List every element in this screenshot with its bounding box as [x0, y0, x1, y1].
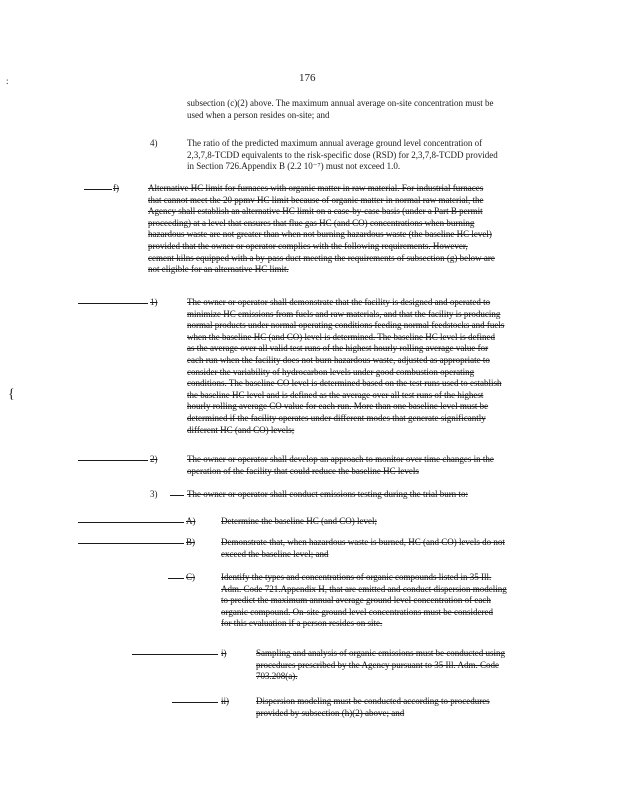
item-f2-label: 2): [150, 454, 158, 464]
item-b-text: Demonstrate that, when hazardous waste is burned, HC (and CO) levels do not exceed the baseline level; and: [221, 537, 505, 559]
item-f1-label: 1): [150, 297, 158, 307]
deletion-rule: [78, 543, 184, 544]
item-c-label: C): [186, 572, 195, 582]
item-c-text: Identify the types and concentrations of organic compounds listed in 35 Ill. Adm. Code 721.Appendix H, that are emitted and conduct dispersion modeling to predict the maximum annual average ground level concentration of each organic compound. On-site ground level concentrations must be considered for this evaluation if a person resides on site.: [221, 572, 507, 629]
item-cii-text: Dispersion modeling must be conducted according to procedures provided by subsection (h)(2) above; and: [256, 696, 490, 718]
item-4-label: 4): [150, 138, 158, 148]
item-ci-label: i): [221, 648, 227, 658]
section-f-text: Alternative HC limit for furnaces with organic matter in raw material. For industrial furnaces that cannot meet the 20 ppmv HC limit because of organic matter in normal raw material, the Agency shall establish an alternative HC limit on a case-by-case basis (under a Part B permit proceeding) at a level that ensures that flue gas HC (and CO) concentrations when burning hazardous waste are not greater than when not burning hazardous waste (the baseline HC level) provided that the owner or operator complies with the following requirements. However, cement kilns equipped with a by-pass duct meeting the requirements of subsection (g) below are not eligible for an alternative HC limit.: [148, 183, 495, 275]
deletion-rule: [84, 189, 112, 190]
item-a-text: Determine the baseline HC (and CO) level;: [221, 516, 377, 526]
item-f1-text: The owner or operator shall demonstrate that the facility is designed and operated to minimize HC emissions from fuels and raw materials, and that the facility is producing normal products under normal operating conditions feeding normal feedstocks and fuels when the baseline HC (and CO) level is determined. The baseline HC level is defined as the average over all valid test runs of the highest hourly rolling average value for each run when the facility does not burn hazardous waste, adjusted as appropriate to consider the variability of hydrocarbon levels under good combustion operating conditions. The baseline CO level is determined based on the test runs used to establish the baseline HC level and is defined as the average over all test runs of the highest hourly rolling average CO value for each run. More than one baseline level must be determined if the facility operates under different modes that generate significantly different HC (and CO) levels;: [187, 297, 505, 435]
page-number: 176: [299, 72, 316, 84]
margin-brace-mark: {: [8, 387, 15, 402]
deletion-rule: [78, 522, 184, 523]
item-f3-label: 3): [150, 489, 158, 499]
deletion-rule: [170, 495, 184, 496]
deletion-rule: [78, 460, 148, 461]
item-ci-text: Sampling and analysis of organic emissions must be conducted using procedures prescribed by the Agency pursuant to 35 Ill. Adm. Code 703.208(a).: [256, 648, 506, 682]
paragraph-continuation: subsection (c)(2) above. The maximum annual average on-site concentration must be used when a person resides on-site; and: [187, 98, 494, 120]
deletion-rule: [132, 654, 218, 655]
item-4-text: The ratio of the predicted maximum annual average ground level concentration of 2,3,7,8-TCDD equivalents to the risk-specific dose (RSD) for 2,3,7,8-TCDD provided in Section 726.Appendix B (2.2 10⁻⁷) must not exceed 1.0.: [187, 138, 498, 172]
deletion-rule: [168, 578, 184, 579]
section-f-label: f): [113, 183, 119, 193]
item-cii-label: ii): [221, 696, 229, 706]
margin-mark: :: [6, 76, 9, 86]
item-f3-text: The owner or operator shall conduct emissions testing during the trial burn to:: [187, 489, 468, 499]
deletion-rule: [78, 303, 148, 304]
item-f2-text: The owner or operator shall develop an approach to monitor over time changes in the operation of the facility that could reduce the baseline HC levels: [187, 454, 494, 476]
deletion-rule: [172, 702, 218, 703]
item-a-label: A): [186, 516, 196, 526]
item-b-label: B): [186, 537, 195, 547]
